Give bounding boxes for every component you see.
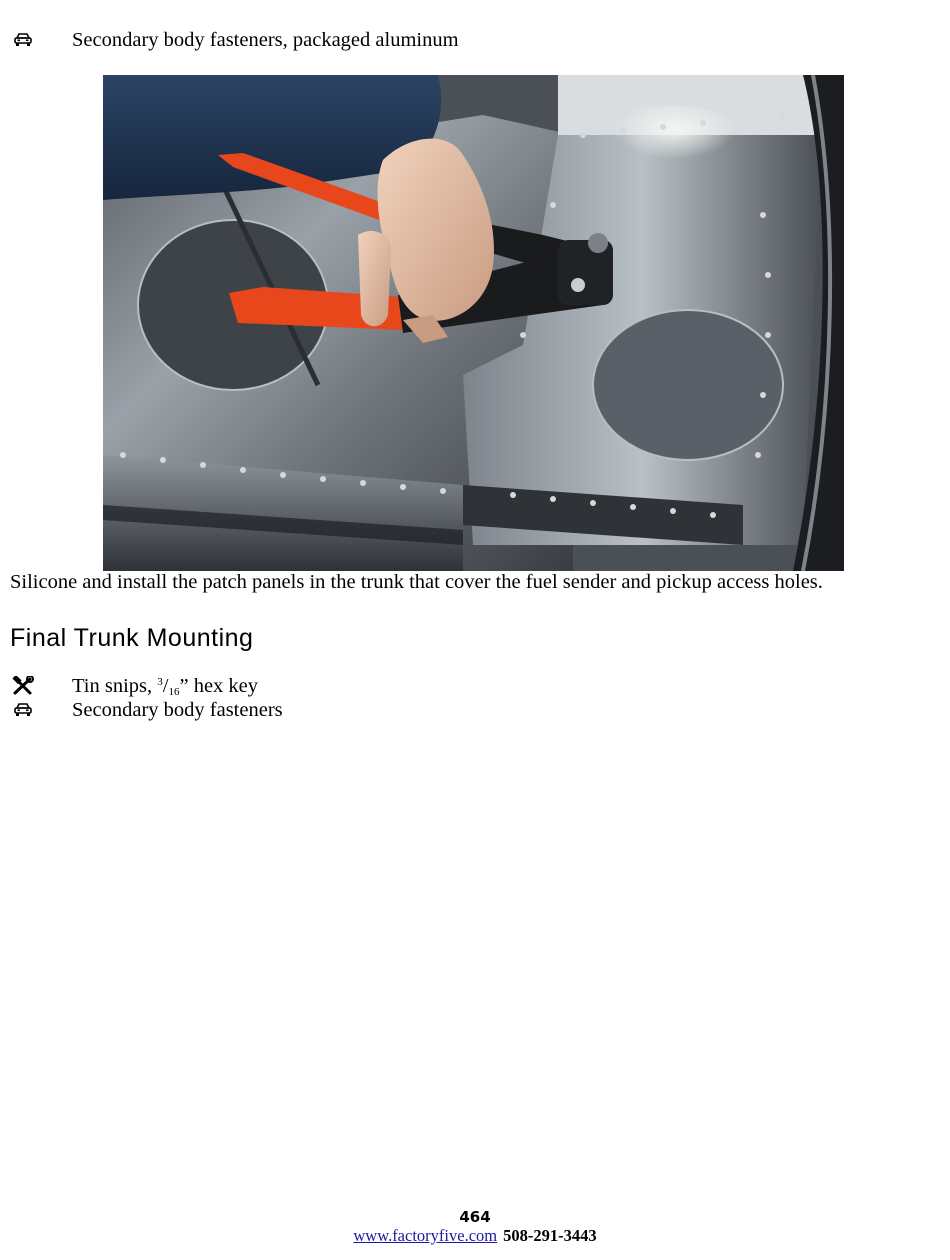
fraction-slash: / [162, 675, 169, 697]
car-icon [12, 700, 34, 720]
parts-text: Secondary body fasteners [72, 699, 283, 721]
fraction-denominator: 16 [168, 686, 180, 698]
fraction-numerator: 3 [157, 676, 163, 688]
photo-caption: Silicone and install the patch panels in the trunk that cover the fuel sender and pickup access holes. [10, 571, 823, 593]
phone-number: 508-291-3443 [503, 1226, 597, 1245]
tools-prefix: Tin snips, [72, 675, 153, 697]
tools-suffix: ” hex key [179, 675, 259, 697]
trunk-patch-panel-photo [103, 75, 844, 571]
parts-text: Secondary body fasteners, packaged aluminum [72, 29, 459, 51]
tools-icon [12, 676, 34, 696]
car-icon [12, 30, 34, 50]
tools-text [72, 674, 258, 698]
footer-contact [0, 1226, 950, 1246]
page-number: 464 [459, 1208, 491, 1226]
website-link[interactable]: www.factoryfive.com [353, 1226, 498, 1245]
section-heading: Final Trunk Mounting [10, 624, 254, 652]
